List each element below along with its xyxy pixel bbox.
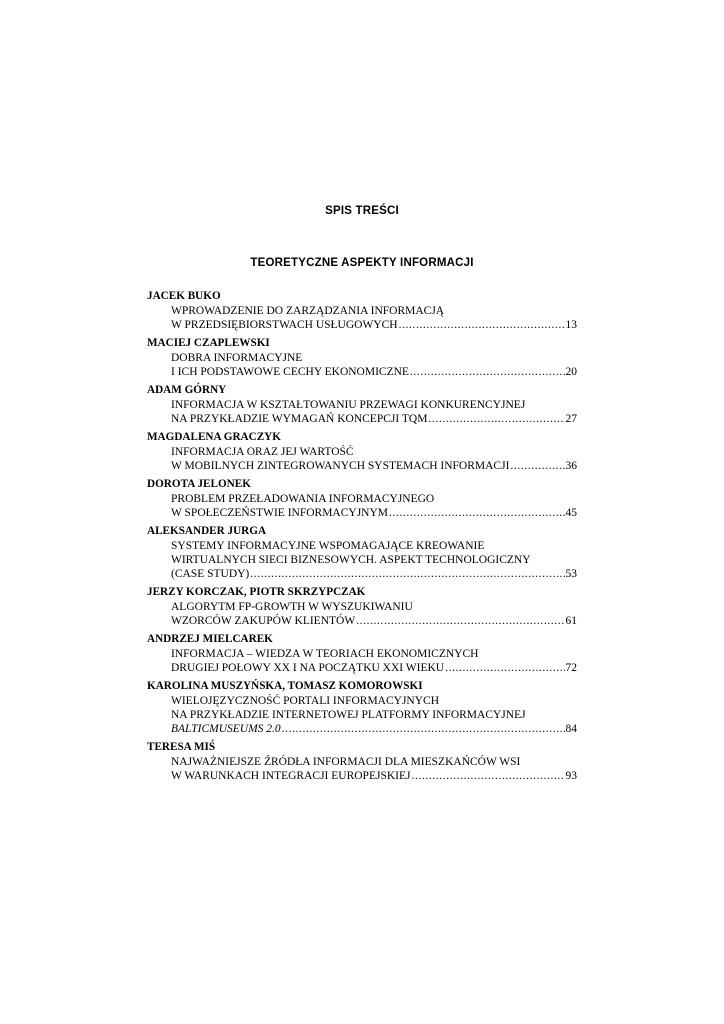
entry-title-line: PROBLEM PRZEŁADOWANIA INFORMACYJNEGO: [171, 493, 435, 505]
entry-title: [147, 694, 577, 736]
entry-title-line: DRUGIEJ POŁOWY XX I NA POCZĄTKU XXI WIEKU: [171, 662, 445, 674]
page-number: 27: [565, 413, 577, 425]
entry-author: DOROTA JELONEK: [147, 478, 251, 490]
entry-title-last-line: [171, 769, 577, 783]
page-number: 13: [565, 319, 577, 331]
entry-title-line: SYSTEMY INFORMACYJNE WSPOMAGAJĄCE KREOWANIE: [171, 540, 485, 552]
entry-title-last-line: [171, 318, 577, 332]
entry-title-last-line: [171, 412, 577, 426]
entry-title: [147, 492, 577, 520]
page-number: 84: [565, 723, 577, 735]
entry-title-line: (CASE STUDY): [171, 568, 250, 580]
entry-author: ADAM GÓRNY: [147, 384, 227, 396]
toc-entries: [147, 289, 577, 787]
page-number: 45: [565, 507, 577, 519]
dot-leader: [428, 412, 564, 426]
entry-title: [147, 398, 577, 426]
entry-title: [147, 445, 577, 473]
toc-entry: [147, 632, 577, 675]
entry-title-line: INFORMACJA – WIEDZA W TEORIACH EKONOMICZNYCH: [171, 648, 479, 660]
entry-title-line: W PRZEDSIĘBIORSTWACH USŁUGOWYCH: [171, 319, 398, 331]
toc-entry: [147, 430, 577, 473]
dot-leader: [282, 722, 565, 736]
entry-title: [147, 647, 577, 675]
entry-title-last-line: [171, 661, 577, 675]
dot-leader: [410, 365, 565, 379]
entry-title-line: NA PRZYKŁADZIE INTERNETOWEJ PLATFORMY INFORMACYJNEJ: [171, 709, 526, 721]
entry-title-line: WIELOJĘZYCZNOŚĆ PORTALI INFORMACYJNYCH: [171, 695, 440, 707]
page-number: 93: [565, 770, 577, 782]
entry-title-last-line: [171, 722, 577, 736]
page-number: 36: [565, 460, 577, 472]
toc-entry: [147, 679, 577, 736]
entry-title-line: WZORCÓW ZAKUPÓW KLIENTÓW: [171, 615, 356, 627]
entry-title-line: I ICH PODSTAWOWE CECHY EKONOMICZNE: [171, 366, 409, 378]
entry-title-line: WIRTUALNYCH SIECI BIZNESOWYCH. ASPEKT TECHNOLOGICZNY: [171, 554, 531, 566]
entry-title-line: [171, 722, 281, 736]
dot-leader: [250, 567, 564, 581]
entry-title-line: W SPOŁECZEŃSTWIE INFORMACYJNYM: [171, 507, 389, 519]
entry-title-line: NAJWAŻNIEJSZE ŹRÓDŁA INFORMACJI DLA MIESZKAŃCÓW WSI: [171, 756, 521, 768]
entry-title-line: W WARUNKACH INTEGRACJI EUROPEJSKIEJ: [171, 770, 411, 782]
dot-leader: [389, 506, 564, 520]
entry-title-line: NA PRZYKŁADZIE WYMAGAŃ KONCEPCJI TQM: [171, 413, 428, 425]
entry-author: TERESA MIŚ: [147, 741, 216, 753]
toc-title: SPIS TREŚCI: [325, 205, 399, 217]
page-number: 61: [565, 615, 577, 627]
entry-title-last-line: [171, 459, 577, 473]
dot-leader: [445, 661, 564, 675]
page-number: 20: [565, 366, 577, 378]
page-number: 53: [565, 568, 577, 580]
dot-leader: [356, 614, 564, 628]
entry-title-line: WPROWADZENIE DO ZARZĄDZANIA INFORMACJĄ: [171, 305, 445, 317]
entry-author: KAROLINA MUSZYŃSKA, TOMASZ KOMOROWSKI: [147, 680, 423, 692]
entry-title: [147, 304, 577, 332]
entry-author: JACEK BUKO: [147, 290, 221, 302]
entry-title-line: INFORMACJA W KSZTAŁTOWANIU PRZEWAGI KONKURENCYJNEJ: [171, 399, 526, 411]
entry-title-last-line: [171, 365, 577, 379]
toc-entry: [147, 740, 577, 783]
entry-title-last-line: [171, 567, 577, 581]
entry-title-last-line: [171, 506, 577, 520]
entry-title: [147, 600, 577, 628]
toc-entry: [147, 524, 577, 581]
toc-entry: [147, 383, 577, 426]
entry-author: ALEKSANDER JURGA: [147, 525, 267, 537]
entry-author: MACIEJ CZAPLEWSKI: [147, 337, 270, 349]
entry-title: [147, 539, 577, 581]
entry-title: [147, 755, 577, 783]
entry-title: [147, 351, 577, 379]
toc-entry: [147, 336, 577, 379]
dot-leader: [510, 459, 564, 473]
toc-entry: [147, 585, 577, 628]
section-title: TEORETYCZNE ASPEKTY INFORMACJI: [250, 257, 474, 269]
dot-leader: [411, 769, 564, 783]
entry-author: ANDRZEJ MIELCAREK: [147, 633, 273, 645]
entry-title-last-line: [171, 614, 577, 628]
entry-author: JERZY KORCZAK, PIOTR SKRZYPCZAK: [147, 586, 366, 598]
toc-entry: [147, 477, 577, 520]
toc-entry: [147, 289, 577, 332]
entry-title-line: INFORMACJA ORAZ JEJ WARTOŚĆ: [171, 446, 354, 458]
entry-title-line: W MOBILNYCH ZINTEGROWANYCH SYSTEMACH INFORMACJI: [171, 460, 510, 472]
entry-author: MAGDALENA GRACZYK: [147, 431, 281, 443]
page-number: 72: [565, 662, 577, 674]
entry-title-line: DOBRA INFORMACYJNE: [171, 352, 303, 364]
entry-title-italic: BALTICMUSEUMS 2.0: [171, 723, 281, 735]
entry-title-line: ALGORYTM FP-GROWTH W WYSZUKIWANIU: [171, 601, 413, 613]
dot-leader: [399, 318, 565, 332]
